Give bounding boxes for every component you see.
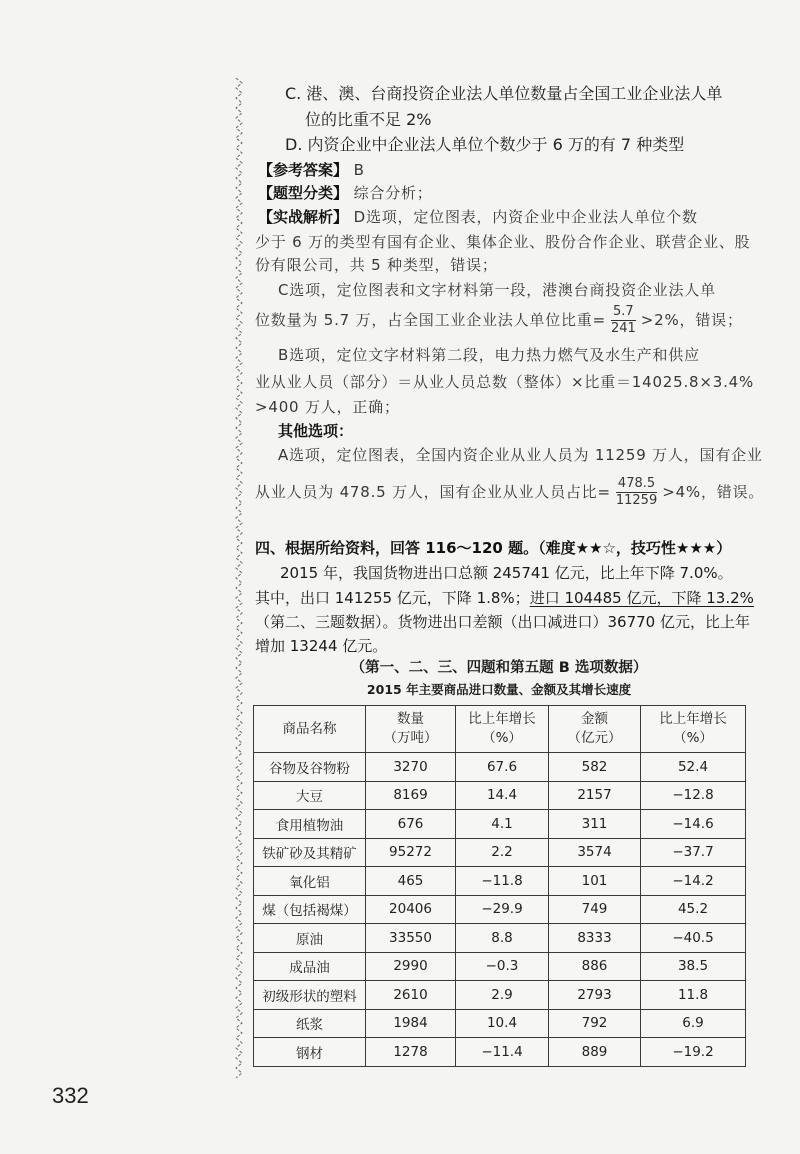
commodity-name-cell: 煤（包括褐煤） bbox=[254, 895, 366, 924]
page-number: 332 bbox=[52, 1083, 89, 1108]
header-commodity bbox=[254, 706, 366, 753]
section-paragraph-line1: 2015 年，我国货物进出口总额 245741 亿元，比上年下降 7.0%。 bbox=[280, 564, 733, 582]
header-amount bbox=[549, 706, 641, 753]
quantity-growth-cell: 67.6 bbox=[456, 753, 549, 782]
analysis-c-line2 bbox=[255, 300, 743, 340]
option-c-line1: C. 港、澳、台商投资企业法人单位数量占全国工业企业法人单 bbox=[285, 84, 723, 103]
option-d: D. 内资企业中企业法人单位个数少于 6 万的有 7 种类型 bbox=[285, 135, 685, 154]
category-label: 【题型分类】 bbox=[258, 184, 349, 202]
header-unit: （亿元） bbox=[567, 730, 622, 746]
commodity-name-cell: 初级形状的塑料 bbox=[254, 981, 366, 1010]
table-row bbox=[254, 781, 746, 810]
header-unit: （万吨） bbox=[383, 730, 438, 746]
quantity-cell: 1278 bbox=[366, 1038, 456, 1067]
fraction bbox=[614, 476, 659, 509]
amount-growth-cell: 6.9 bbox=[641, 1009, 746, 1038]
quantity-growth-cell: −0.3 bbox=[456, 952, 549, 981]
amount-growth-cell: 11.8 bbox=[641, 981, 746, 1010]
commodity-name-cell: 成品油 bbox=[254, 952, 366, 981]
commodity-name-cell: 原油 bbox=[254, 924, 366, 953]
quantity-cell: 33550 bbox=[366, 924, 456, 953]
binding-line-graphic bbox=[233, 78, 245, 1078]
commodity-name-cell: 食用植物油 bbox=[254, 810, 366, 839]
table-row bbox=[254, 952, 746, 981]
table-row bbox=[254, 753, 746, 782]
quantity-cell: 1984 bbox=[366, 1009, 456, 1038]
amount-cell: 886 bbox=[549, 952, 641, 981]
quantity-cell: 676 bbox=[366, 810, 456, 839]
quantity-growth-cell: 4.1 bbox=[456, 810, 549, 839]
amount-cell: 792 bbox=[549, 1009, 641, 1038]
import-text-underlined: 进口 104485 亿元，下降 13.2% bbox=[529, 589, 754, 607]
answer-row bbox=[258, 160, 365, 180]
table-row bbox=[254, 1009, 746, 1038]
analysis-a-line2 bbox=[255, 472, 764, 512]
quantity-growth-cell: 2.9 bbox=[456, 981, 549, 1010]
header-quantity bbox=[366, 706, 456, 753]
header-unit: （%） bbox=[482, 730, 522, 746]
analysis-a-suffix: >4%，错误。 bbox=[662, 483, 765, 501]
table-row bbox=[254, 924, 746, 953]
header-label: 金额 bbox=[581, 711, 608, 727]
option-c-line2: 位的比重不足 2% bbox=[305, 110, 432, 129]
amount-growth-cell: 38.5 bbox=[641, 952, 746, 981]
export-text: 其中，出口 141255 亿元，下降 1.8%； bbox=[255, 589, 530, 607]
analysis-d-line3: 份有限公司，共 5 种类型，错误； bbox=[255, 256, 498, 274]
amount-cell: 3574 bbox=[549, 838, 641, 867]
table-row bbox=[254, 810, 746, 839]
analysis-b-line2: 业从业人员（部分）＝从业人员总数（整体）×比重＝14025.8×3.4% bbox=[255, 373, 755, 391]
analysis-c-suffix: >2%，错误； bbox=[640, 311, 743, 329]
quantity-cell: 95272 bbox=[366, 838, 456, 867]
commodity-name-cell: 谷物及谷物粉 bbox=[254, 753, 366, 782]
amount-cell: 2793 bbox=[549, 981, 641, 1010]
answer-label: 【参考答案】 bbox=[258, 161, 349, 179]
analysis-a-prefix: 从业人员为 478.5 万人，国有企业从业人员占比= bbox=[255, 483, 611, 501]
section-paragraph-line2 bbox=[255, 588, 754, 608]
header-label: 数量 bbox=[397, 711, 424, 727]
amount-growth-cell: −37.7 bbox=[641, 838, 746, 867]
analysis-d-line1: D选项，定位图表，内资企业中企业法人单位个数 bbox=[353, 208, 698, 226]
quantity-growth-cell: −29.9 bbox=[456, 895, 549, 924]
category-row bbox=[258, 183, 433, 203]
quantity-cell: 2990 bbox=[366, 952, 456, 981]
amount-growth-cell: 52.4 bbox=[641, 753, 746, 782]
quantity-cell: 20406 bbox=[366, 895, 456, 924]
section-paragraph-line4: 增加 13244 亿元。 bbox=[255, 637, 388, 655]
section-paragraph-line3: （第二、三题数据）。货物进出口差额（出口减进口）36770 亿元，比上年 bbox=[255, 613, 750, 631]
other-options-heading: 其他选项： bbox=[278, 422, 354, 440]
amount-growth-cell: −19.2 bbox=[641, 1038, 746, 1067]
import-table bbox=[253, 705, 746, 1067]
table-header-row bbox=[254, 706, 746, 753]
commodity-name-cell: 氧化铝 bbox=[254, 867, 366, 896]
commodity-name-cell: 钢材 bbox=[254, 1038, 366, 1067]
header-label: 比上年增长 bbox=[468, 711, 536, 727]
amount-cell: 582 bbox=[549, 753, 641, 782]
analysis-b-line1: B选项，定位文字材料第二段，电力热力燃气及水生产和供应 bbox=[278, 346, 700, 364]
amount-cell: 2157 bbox=[549, 781, 641, 810]
header-label: 商品名称 bbox=[282, 720, 337, 737]
commodity-name-cell: 大豆 bbox=[254, 781, 366, 810]
header-quantity-growth bbox=[456, 706, 549, 753]
quantity-growth-cell: 8.8 bbox=[456, 924, 549, 953]
answer-value: B bbox=[353, 161, 365, 179]
amount-cell: 749 bbox=[549, 895, 641, 924]
amount-growth-cell: −40.5 bbox=[641, 924, 746, 953]
data-source-caption: （第一、二、三、四题和第五题 B 选项数据） bbox=[350, 660, 648, 676]
analysis-c-prefix: 位数量为 5.7 万，占全国工业企业法人单位比重= bbox=[255, 311, 606, 329]
analysis-a-line1: A选项，定位图表，全国内资企业从业人员为 11259 万人，国有企业 bbox=[278, 446, 763, 464]
quantity-cell: 3270 bbox=[366, 753, 456, 782]
table-row bbox=[254, 867, 746, 896]
quantity-growth-cell: −11.8 bbox=[456, 867, 549, 896]
fraction-numerator: 5.7 bbox=[613, 303, 634, 319]
amount-growth-cell: −12.8 bbox=[641, 781, 746, 810]
fraction-denominator: 241 bbox=[610, 320, 636, 336]
table-title: 2015 年主要商品进口数量、金额及其增长速度 bbox=[366, 682, 632, 697]
quantity-cell: 2610 bbox=[366, 981, 456, 1010]
analysis-row bbox=[258, 207, 698, 227]
amount-cell: 101 bbox=[549, 867, 641, 896]
analysis-d-line2: 少于 6 万的类型有国有企业、集体企业、股份合作企业、联营企业、股 bbox=[255, 233, 751, 251]
analysis-c-line1: C选项，定位图表和文字材料第一段，港澳台商投资企业法人单 bbox=[278, 281, 716, 299]
quantity-growth-cell: 14.4 bbox=[456, 781, 549, 810]
amount-cell: 8333 bbox=[549, 924, 641, 953]
table-row bbox=[254, 981, 746, 1010]
analysis-label: 【实战解析】 bbox=[258, 208, 349, 226]
table-body bbox=[254, 753, 746, 1067]
quantity-cell: 8169 bbox=[366, 781, 456, 810]
header-label: 比上年增长 bbox=[659, 711, 727, 727]
table-row bbox=[254, 1038, 746, 1067]
amount-growth-cell: −14.6 bbox=[641, 810, 746, 839]
quantity-growth-cell: 10.4 bbox=[456, 1009, 549, 1038]
analysis-b-line3: >400 万人，正确； bbox=[255, 398, 400, 416]
fraction-denominator: 11259 bbox=[615, 492, 658, 508]
section-heading: 四、根据所给资料，回答 116～120 题。（难度★★☆，技巧性★★★） bbox=[255, 539, 732, 557]
category-value: 综合分析； bbox=[353, 184, 433, 202]
quantity-growth-cell: −11.4 bbox=[456, 1038, 549, 1067]
quantity-cell: 465 bbox=[366, 867, 456, 896]
table-row bbox=[254, 895, 746, 924]
amount-cell: 889 bbox=[549, 1038, 641, 1067]
binding-line bbox=[236, 78, 242, 1078]
header-unit: （%） bbox=[673, 730, 713, 746]
quantity-growth-cell: 2.2 bbox=[456, 838, 549, 867]
amount-growth-cell: 45.2 bbox=[641, 895, 746, 924]
header-amount-growth bbox=[641, 706, 746, 753]
fraction-numerator: 478.5 bbox=[617, 475, 656, 491]
amount-growth-cell: −14.2 bbox=[641, 867, 746, 896]
fraction bbox=[609, 304, 638, 337]
amount-cell: 311 bbox=[549, 810, 641, 839]
commodity-name-cell: 纸浆 bbox=[254, 1009, 366, 1038]
table-row bbox=[254, 838, 746, 867]
commodity-name-cell: 铁矿砂及其精矿 bbox=[254, 838, 366, 867]
